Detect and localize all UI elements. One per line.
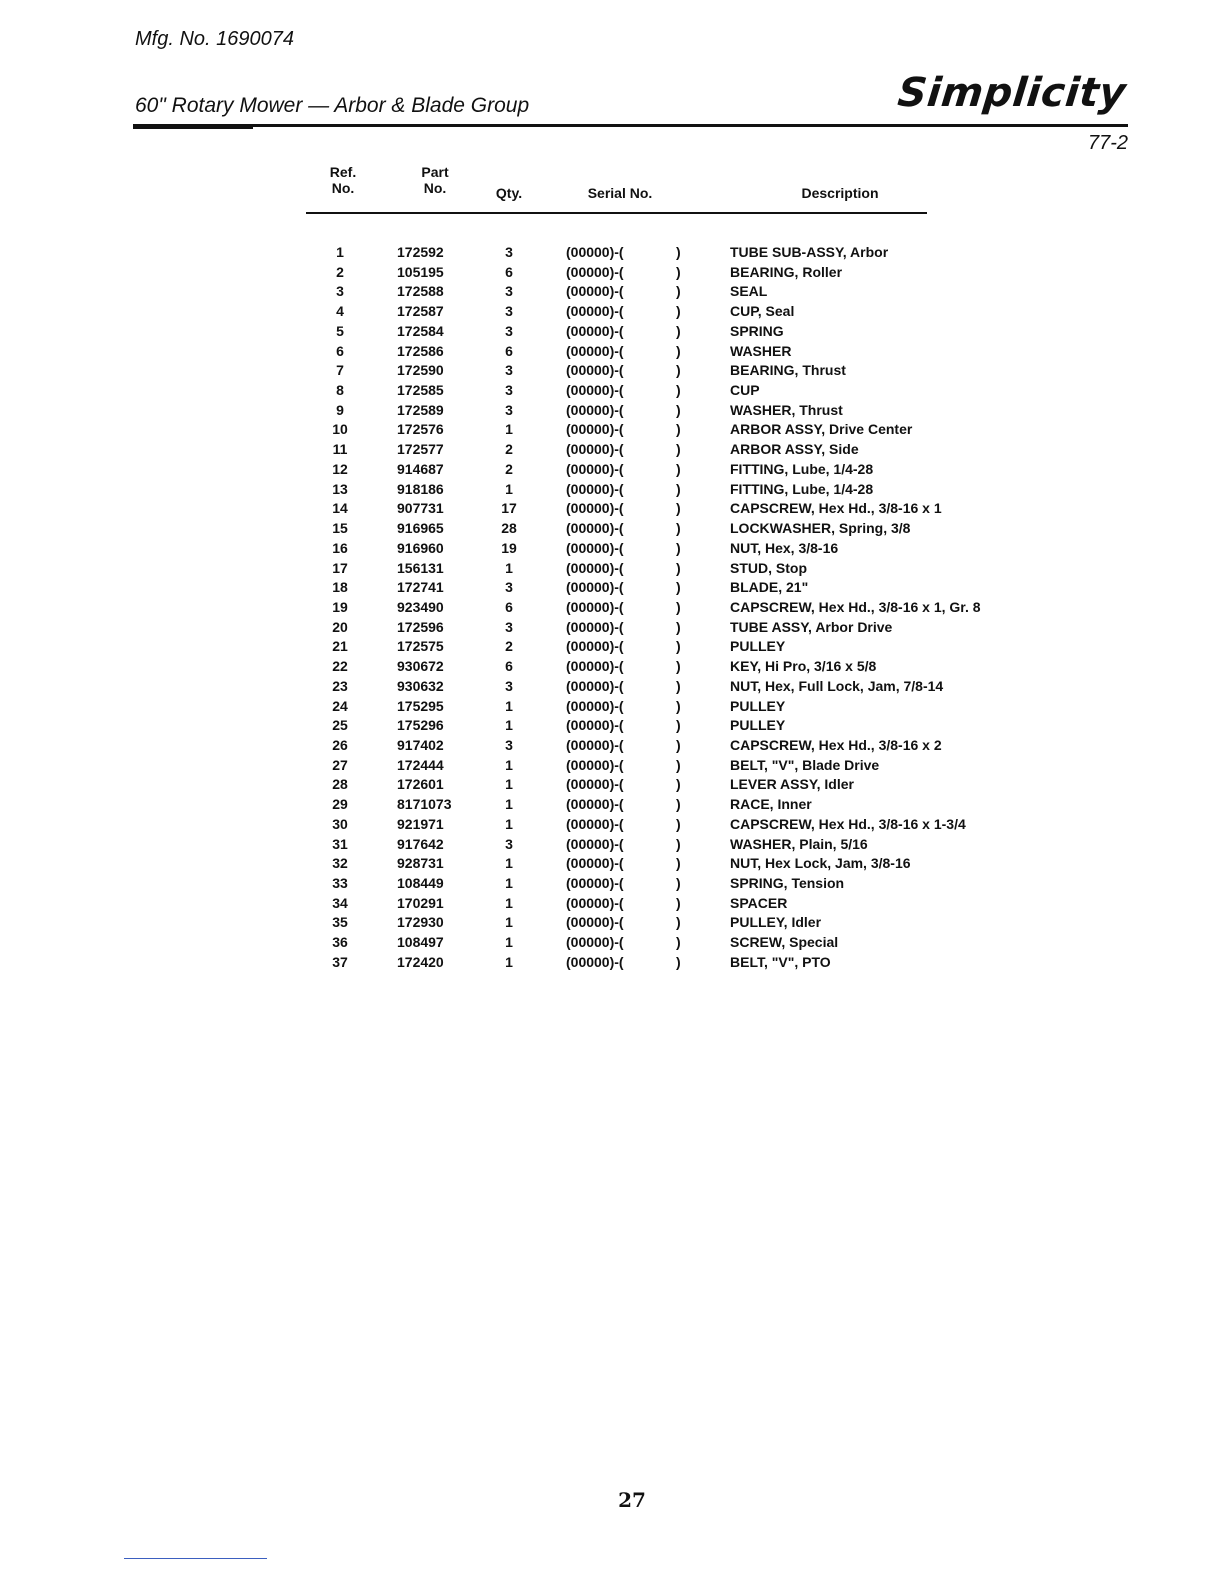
part-number: 930672 — [397, 658, 444, 675]
part-qty: 3 — [505, 322, 513, 339]
part-serial: (00000)-( — [566, 756, 624, 773]
table-row — [0, 913, 1224, 933]
part-serial-close: ) — [676, 244, 681, 260]
part-description: STUD, Stop — [730, 559, 807, 576]
part-description: LOCKWASHER, Spring, 3/8 — [730, 520, 911, 537]
table-row — [0, 361, 1224, 381]
part-number: 170291 — [397, 894, 444, 911]
table-row — [0, 775, 1224, 795]
part-serial-close: ) — [676, 658, 681, 675]
part-number: 928731 — [397, 855, 444, 872]
part-serial-close: ) — [676, 500, 681, 517]
part-serial: (00000)-( — [566, 362, 624, 379]
part-serial: (00000)-( — [566, 855, 624, 872]
table-row — [0, 815, 1224, 835]
brand-logo: Simplicity — [895, 70, 1129, 116]
part-description: CUP — [730, 382, 760, 399]
part-serial: (00000)-( — [566, 875, 624, 892]
part-serial: (00000)-( — [566, 776, 624, 793]
part-qty: 3 — [505, 579, 513, 596]
part-serial-close: ) — [676, 263, 681, 280]
part-serial-close: ) — [676, 697, 681, 714]
part-ref: 31 — [332, 835, 348, 852]
part-description: WASHER, Plain, 5/16 — [730, 835, 868, 852]
part-qty: 3 — [505, 283, 513, 300]
part-description: SCREW, Special — [730, 934, 839, 951]
part-serial: (00000)-( — [566, 638, 624, 655]
table-row — [0, 322, 1224, 342]
part-ref: 25 — [332, 717, 348, 734]
part-number: 172590 — [397, 362, 444, 379]
part-serial: (00000)-( — [566, 894, 624, 911]
part-serial: (00000)-( — [566, 677, 624, 694]
column-header-ref-line1: Ref. — [329, 164, 357, 180]
part-serial-close: ) — [676, 598, 681, 615]
part-serial: (00000)-( — [566, 559, 624, 576]
part-serial: (00000)-( — [566, 815, 624, 832]
part-number: 917402 — [397, 737, 444, 753]
part-ref: 11 — [332, 441, 348, 458]
part-serial-close: ) — [676, 934, 681, 951]
part-number: 923490 — [397, 598, 444, 615]
part-serial: (00000)-( — [566, 539, 624, 556]
part-qty: 1 — [505, 934, 513, 951]
part-serial-close: ) — [676, 520, 681, 537]
part-qty: 1 — [505, 776, 513, 793]
part-description: SPRING — [730, 322, 784, 339]
part-ref: 21 — [332, 638, 348, 655]
table-row — [0, 480, 1224, 500]
part-number: 172585 — [397, 382, 444, 399]
part-serial-close: ) — [676, 875, 681, 892]
part-description: LEVER ASSY, Idler — [730, 776, 854, 793]
part-serial-close: ) — [676, 382, 681, 399]
part-serial: (00000)-( — [566, 579, 624, 596]
part-description: SPRING, Tension — [730, 875, 845, 892]
part-qty: 1 — [505, 697, 513, 714]
part-serial: (00000)-( — [566, 520, 624, 537]
part-description: CAPSCREW, Hex Hd., 3/8-16 x 1 — [730, 500, 942, 517]
part-qty: 2 — [505, 441, 513, 458]
table-row — [0, 894, 1224, 914]
part-ref: 29 — [332, 796, 348, 813]
table-row — [0, 933, 1224, 953]
part-ref: 20 — [332, 618, 348, 635]
header-rule — [133, 124, 1128, 127]
table-row — [0, 263, 1224, 283]
part-serial: (00000)-( — [566, 934, 624, 951]
column-header-ref — [318, 164, 368, 196]
part-ref: 3 — [336, 283, 344, 300]
part-serial-close: ) — [676, 362, 681, 379]
part-serial-close: ) — [676, 855, 681, 872]
part-serial-close: ) — [676, 796, 681, 813]
part-qty: 6 — [505, 342, 513, 359]
part-serial: (00000)-( — [566, 618, 624, 635]
column-header-description: Description — [801, 185, 879, 201]
table-row — [0, 697, 1224, 717]
part-qty: 2 — [505, 460, 513, 477]
part-serial-close: ) — [676, 737, 681, 753]
part-description: ARBOR ASSY, Drive Center — [730, 421, 913, 438]
part-description: TUBE ASSY, Arbor Drive — [730, 618, 893, 635]
part-qty: 1 — [505, 756, 513, 773]
part-serial: (00000)-( — [566, 737, 624, 753]
table-row — [0, 795, 1224, 815]
part-number: 108497 — [397, 934, 444, 951]
part-serial: (00000)-( — [566, 953, 624, 970]
part-serial-close: ) — [676, 559, 681, 576]
part-ref: 6 — [336, 342, 344, 359]
part-ref: 1 — [336, 244, 344, 260]
part-serial-close: ) — [676, 322, 681, 339]
part-description: FITTING, Lube, 1/4-28 — [730, 480, 874, 497]
column-header-serial: Serial No. — [587, 185, 653, 201]
column-header-part — [405, 164, 465, 196]
part-ref: 24 — [332, 697, 348, 714]
part-qty: 6 — [505, 658, 513, 675]
part-qty: 1 — [505, 953, 513, 970]
part-serial-close: ) — [676, 894, 681, 911]
part-number: 172444 — [397, 756, 444, 773]
part-qty: 3 — [505, 382, 513, 399]
part-ref: 17 — [332, 559, 348, 576]
part-serial-close: ) — [676, 953, 681, 970]
table-row — [0, 499, 1224, 519]
part-ref: 35 — [332, 914, 348, 931]
part-qty: 3 — [505, 677, 513, 694]
part-description: BELT, "V", Blade Drive — [730, 756, 880, 773]
part-qty: 28 — [501, 520, 517, 537]
part-number: 916965 — [397, 520, 444, 537]
part-number: 175295 — [397, 697, 444, 714]
part-serial-close: ) — [676, 914, 681, 931]
page-title: 60" Rotary Mower — Arbor & Blade Group — [135, 94, 530, 117]
part-ref: 2 — [336, 263, 344, 280]
part-serial: (00000)-( — [566, 697, 624, 714]
part-ref: 30 — [332, 815, 348, 832]
part-serial-close: ) — [676, 815, 681, 832]
part-number: 172576 — [397, 421, 444, 438]
part-serial-close: ) — [676, 401, 681, 418]
part-serial: (00000)-( — [566, 401, 624, 418]
header-rule-accent — [133, 127, 253, 129]
part-description: FITTING, Lube, 1/4-28 — [730, 460, 874, 477]
part-ref: 32 — [332, 855, 348, 872]
table-row — [0, 716, 1224, 736]
part-description: CAPSCREW, Hex Hd., 3/8-16 x 1-3/4 — [730, 815, 966, 832]
part-serial: (00000)-( — [566, 835, 624, 852]
part-description: PULLEY — [730, 717, 786, 734]
table-row — [0, 736, 1224, 756]
part-serial: (00000)-( — [566, 322, 624, 339]
part-description: WASHER, Thrust — [730, 401, 843, 418]
part-ref: 23 — [332, 677, 348, 694]
part-qty: 3 — [505, 835, 513, 852]
part-serial-close: ) — [676, 638, 681, 655]
part-ref: 34 — [332, 894, 348, 911]
part-number: 172584 — [397, 322, 444, 339]
part-ref: 36 — [332, 934, 348, 951]
part-serial-close: ) — [676, 756, 681, 773]
column-header-part-line1: Part — [421, 164, 449, 180]
part-serial: (00000)-( — [566, 460, 624, 477]
part-description: ARBOR ASSY, Side — [730, 441, 859, 458]
part-number: 916960 — [397, 539, 444, 556]
part-serial-close: ) — [676, 460, 681, 477]
column-header-qty: Qty. — [495, 185, 523, 201]
part-serial: (00000)-( — [566, 658, 624, 675]
part-serial-close: ) — [676, 303, 681, 320]
part-qty: 3 — [505, 618, 513, 635]
part-description: NUT, Hex Lock, Jam, 3/8-16 — [730, 855, 911, 872]
part-ref: 14 — [332, 500, 348, 517]
part-qty: 17 — [501, 500, 517, 517]
part-number: 172588 — [397, 283, 444, 300]
part-qty: 2 — [505, 638, 513, 655]
part-description: BLADE, 21" — [730, 579, 809, 596]
part-serial: (00000)-( — [566, 717, 624, 734]
part-serial-close: ) — [676, 342, 681, 359]
part-number: 172741 — [397, 579, 444, 596]
part-number: 172930 — [397, 914, 444, 931]
part-number: 175296 — [397, 717, 444, 734]
part-description: RACE, Inner — [730, 796, 812, 813]
part-number: 8171073 — [397, 796, 452, 813]
part-serial: (00000)-( — [566, 342, 624, 359]
column-header-part-line2: No. — [423, 180, 447, 196]
part-ref: 10 — [332, 421, 348, 438]
part-number: 172596 — [397, 618, 444, 635]
part-qty: 1 — [505, 855, 513, 872]
part-number: 907731 — [397, 500, 444, 517]
table-row — [0, 243, 1224, 263]
part-number: 917642 — [397, 835, 444, 852]
part-description: SPACER — [730, 894, 788, 911]
part-number: 914687 — [397, 460, 444, 477]
part-ref: 13 — [332, 480, 348, 497]
table-row — [0, 381, 1224, 401]
part-serial-close: ) — [676, 717, 681, 734]
part-number: 918186 — [397, 480, 444, 497]
part-number: 172586 — [397, 342, 444, 359]
part-description: CAPSCREW, Hex Hd., 3/8-16 x 1, Gr. 8 — [730, 598, 981, 615]
part-ref: 4 — [336, 303, 344, 320]
table-row — [0, 677, 1224, 697]
table-row — [0, 854, 1224, 874]
part-ref: 18 — [332, 579, 348, 596]
part-description: PULLEY — [730, 638, 786, 655]
part-ref: 16 — [332, 539, 348, 556]
part-serial: (00000)-( — [566, 480, 624, 497]
part-qty: 3 — [505, 244, 513, 260]
part-number: 172601 — [397, 776, 444, 793]
table-row — [0, 953, 1224, 973]
part-ref: 37 — [332, 953, 348, 970]
part-serial-close: ) — [676, 283, 681, 300]
table-row — [0, 460, 1224, 480]
part-ref: 27 — [332, 756, 348, 773]
part-ref: 33 — [332, 875, 348, 892]
part-serial-close: ) — [676, 480, 681, 497]
part-description: CAPSCREW, Hex Hd., 3/8-16 x 2 — [730, 737, 942, 753]
part-number: 156131 — [397, 559, 444, 576]
part-serial-close: ) — [676, 441, 681, 458]
table-row — [0, 578, 1224, 598]
part-serial-close: ) — [676, 618, 681, 635]
part-ref: 5 — [336, 322, 344, 339]
part-qty: 1 — [505, 717, 513, 734]
part-ref: 28 — [332, 776, 348, 793]
part-number: 172589 — [397, 401, 444, 418]
part-serial: (00000)-( — [566, 441, 624, 458]
part-serial: (00000)-( — [566, 421, 624, 438]
part-description: NUT, Hex, 3/8-16 — [730, 539, 839, 556]
page-reference: 77-2 — [1087, 132, 1128, 154]
part-ref: 7 — [336, 362, 344, 379]
part-serial-close: ) — [676, 835, 681, 852]
part-description: PULLEY, Idler — [730, 914, 822, 931]
part-serial: (00000)-( — [566, 914, 624, 931]
mfg-number: Mfg. No. 1690074 — [135, 28, 294, 50]
part-number: 172592 — [397, 244, 444, 260]
part-serial: (00000)-( — [566, 244, 624, 260]
part-serial-close: ) — [676, 776, 681, 793]
table-row — [0, 835, 1224, 855]
part-number: 172575 — [397, 638, 444, 655]
part-serial-close: ) — [676, 579, 681, 596]
part-ref: 8 — [336, 382, 344, 399]
part-ref: 12 — [332, 460, 348, 477]
part-number: 172587 — [397, 303, 444, 320]
table-row — [0, 874, 1224, 894]
part-description: BEARING, Thrust — [730, 362, 846, 379]
table-row — [0, 657, 1224, 677]
part-serial-close: ) — [676, 539, 681, 556]
table-row — [0, 598, 1224, 618]
part-ref: 15 — [332, 520, 348, 537]
part-number: 930632 — [397, 677, 444, 694]
part-qty: 1 — [505, 815, 513, 832]
part-description: PULLEY — [730, 697, 786, 714]
part-number: 172577 — [397, 441, 444, 458]
part-qty: 3 — [505, 303, 513, 320]
part-qty: 19 — [501, 539, 517, 556]
part-serial-close: ) — [676, 421, 681, 438]
table-row — [0, 420, 1224, 440]
part-serial: (00000)-( — [566, 796, 624, 813]
part-qty: 1 — [505, 421, 513, 438]
part-qty: 6 — [505, 598, 513, 615]
table-row — [0, 559, 1224, 579]
part-qty: 1 — [505, 894, 513, 911]
table-row — [0, 637, 1224, 657]
part-description: BELT, "V", PTO — [730, 953, 831, 970]
part-serial-close: ) — [676, 677, 681, 694]
part-description: KEY, Hi Pro, 3/16 x 5/8 — [730, 658, 877, 675]
part-description: WASHER — [730, 342, 792, 359]
part-qty: 1 — [505, 559, 513, 576]
part-ref: 9 — [336, 401, 344, 418]
table-row — [0, 756, 1224, 776]
table-row — [0, 539, 1224, 559]
footer-link-line — [124, 1558, 267, 1559]
part-qty: 1 — [505, 875, 513, 892]
table-row — [0, 401, 1224, 421]
part-serial: (00000)-( — [566, 500, 624, 517]
part-serial: (00000)-( — [566, 303, 624, 320]
part-qty: 3 — [505, 401, 513, 418]
part-serial: (00000)-( — [566, 382, 624, 399]
part-description: SEAL — [730, 283, 768, 300]
part-serial: (00000)-( — [566, 263, 624, 280]
part-qty: 6 — [505, 263, 513, 280]
part-description: CUP, Seal — [730, 303, 795, 320]
column-header-ref-line2: No. — [331, 180, 355, 196]
part-description: TUBE SUB-ASSY, Arbor — [730, 244, 889, 260]
table-row — [0, 440, 1224, 460]
table-row — [0, 342, 1224, 362]
table-row — [0, 618, 1224, 638]
part-qty: 1 — [505, 914, 513, 931]
table-row — [0, 302, 1224, 322]
part-description: BEARING, Roller — [730, 263, 843, 280]
part-qty: 1 — [505, 796, 513, 813]
part-ref: 22 — [332, 658, 348, 675]
part-number: 921971 — [397, 815, 444, 832]
column-header-rule — [306, 212, 927, 214]
part-qty: 3 — [505, 362, 513, 379]
part-description: NUT, Hex, Full Lock, Jam, 7/8-14 — [730, 677, 944, 694]
part-ref: 26 — [332, 737, 348, 753]
page-number: 27 — [618, 1488, 646, 1512]
part-serial: (00000)-( — [566, 283, 624, 300]
part-number: 105195 — [397, 263, 444, 280]
part-serial: (00000)-( — [566, 598, 624, 615]
part-number: 108449 — [397, 875, 444, 892]
part-number: 172420 — [397, 953, 444, 970]
part-ref: 19 — [332, 598, 348, 615]
table-row — [0, 519, 1224, 539]
part-qty: 3 — [505, 737, 513, 753]
table-row — [0, 282, 1224, 302]
part-qty: 1 — [505, 480, 513, 497]
